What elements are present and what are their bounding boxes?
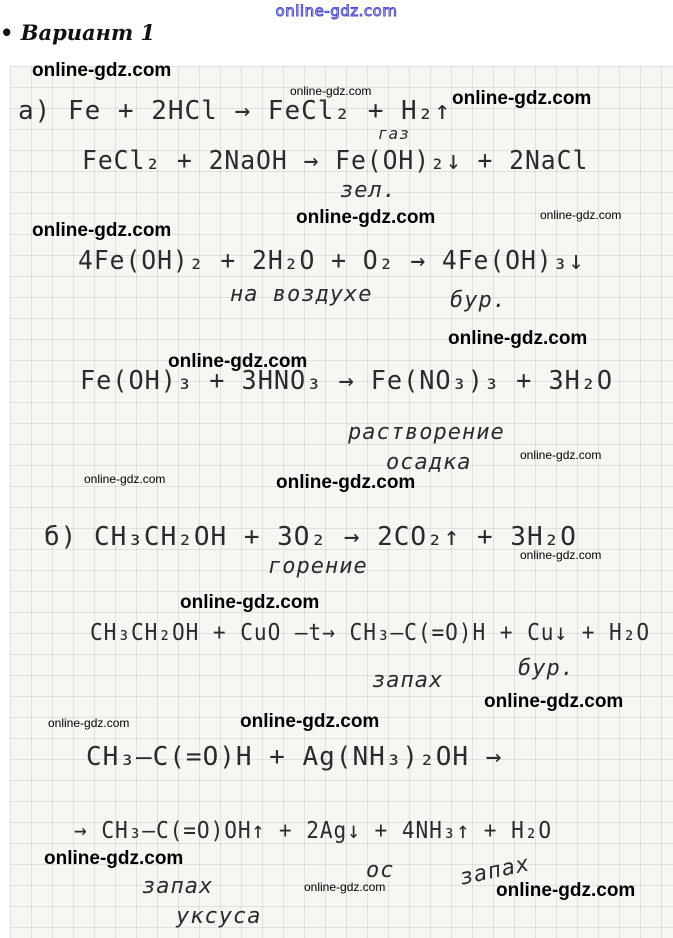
watermark: online-gdz.com xyxy=(448,328,588,349)
note-b1-combustion: горение xyxy=(268,554,368,579)
equation-a2: FeCl₂ + 2NaOH → Fe(OH)₂↓ + 2NaCl xyxy=(82,146,589,176)
note-a3-air: на воздухе xyxy=(230,282,373,307)
watermark: online-gdz.com xyxy=(276,472,416,493)
watermark: online-gdz.com xyxy=(540,208,622,222)
watermark: online-gdz.com xyxy=(32,60,172,81)
note-b2-smell: запах xyxy=(372,668,444,693)
note-a1-gas: газ xyxy=(378,124,410,143)
note-b2-brown: бур. xyxy=(518,656,575,681)
watermark: online-gdz.com xyxy=(240,711,380,732)
equation-a4: Fe(OH)₃ + 3HNO₃ → Fe(NO₃)₃ + 3H₂O xyxy=(80,366,614,396)
watermark: online-gdz.com xyxy=(452,88,592,109)
equation-b2: CH₃CH₂OH + CuO —t→ CH₃–C(=O)H + Cu↓ + H₂O xyxy=(90,620,651,646)
watermark: online-gdz.com xyxy=(304,880,386,894)
watermark: online-gdz.com xyxy=(84,472,166,486)
equation-b3: CH₃–C(=O)H + Ag(NH₃)₂OH → xyxy=(86,742,503,772)
note-a3-brown: бур. xyxy=(450,288,507,313)
note-b4-smell: запах xyxy=(142,874,214,899)
equation-a3: 4Fe(OH)₂ + 2H₂O + O₂ → 4Fe(OH)₃↓ xyxy=(78,246,585,276)
note-a2-green: зел. xyxy=(340,178,397,203)
note-b4-smell-2: запах xyxy=(457,851,533,891)
note-b4-vinegar: уксуса xyxy=(176,904,262,929)
note-a4-precipitate: осадка xyxy=(386,450,472,475)
watermark: online-gdz.com xyxy=(520,448,602,462)
variant-title: • Вариант 1 xyxy=(0,20,156,45)
note-a4-dissolution: растворение xyxy=(348,420,505,445)
watermark: online-gdz.com xyxy=(168,351,308,372)
equation-b4: → CH₃–C(=O)OH↑ + 2Ag↓ + 4NH₃↑ + H₂O xyxy=(74,818,553,844)
equation-b1: б) CH₃CH₂OH + 3O₂ → 2CO₂↑ + 3H₂O xyxy=(44,522,577,552)
watermark: online-gdz.com xyxy=(520,548,602,562)
site-link[interactable]: online-gdz.com xyxy=(275,2,398,20)
watermark: online-gdz.com xyxy=(296,207,436,228)
watermark: online-gdz.com xyxy=(484,691,624,712)
watermark: online-gdz.com xyxy=(290,84,372,98)
watermark: online-gdz.com xyxy=(48,716,130,730)
watermark: online-gdz.com xyxy=(32,220,172,241)
watermark: online-gdz.com xyxy=(44,848,184,869)
watermark: online-gdz.com xyxy=(180,592,320,613)
watermark: online-gdz.com xyxy=(496,880,636,901)
note-b4-precipitate: ос xyxy=(366,858,395,883)
handwritten-solution-sheet xyxy=(10,66,673,938)
equation-a1: а) Fe + 2HCl → FeCl₂ + H₂↑ xyxy=(18,96,451,126)
